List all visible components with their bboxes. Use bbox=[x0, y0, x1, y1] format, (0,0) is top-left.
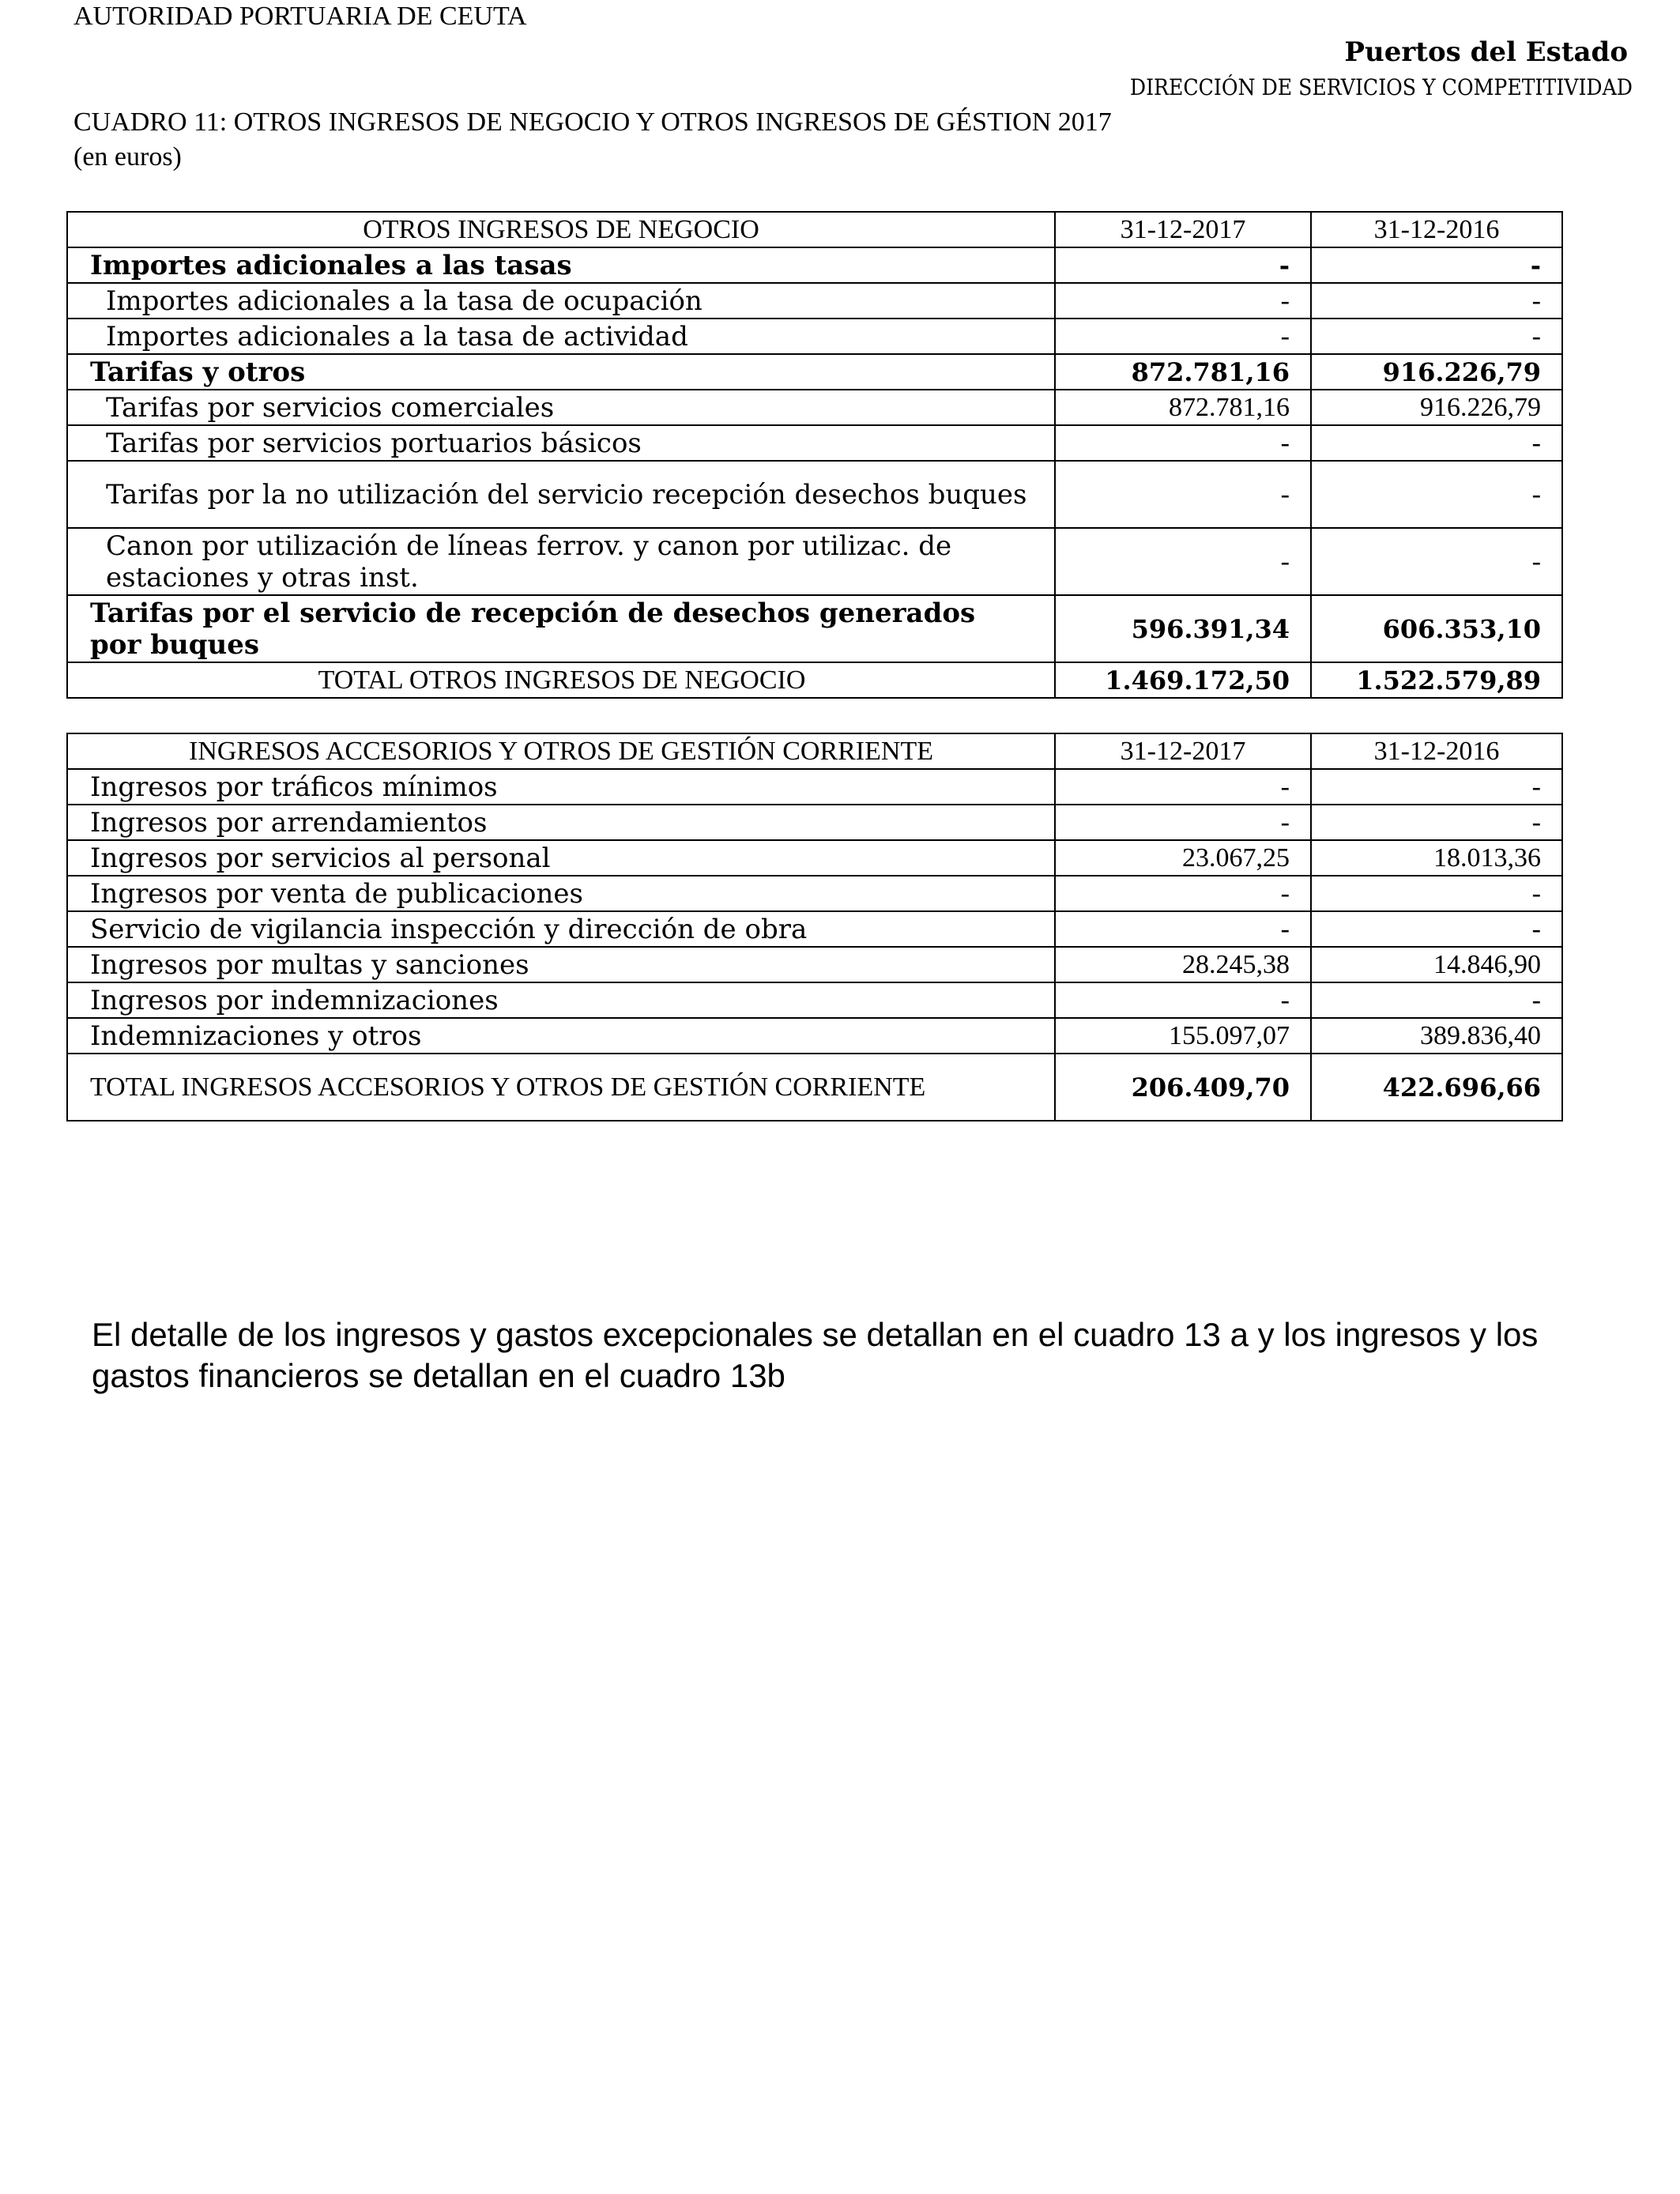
table-row bbox=[67, 876, 1562, 911]
total-label: TOTAL INGRESOS ACCESORIOS Y OTROS DE GESTIÓN CORRIENTE bbox=[67, 1054, 1055, 1121]
units-label: (en euros) bbox=[73, 142, 182, 172]
organization-name: AUTORIDAD PORTUARIA DE CEUTA bbox=[73, 2, 527, 31]
value-2017: - bbox=[1055, 319, 1311, 354]
table-row bbox=[67, 1018, 1562, 1054]
value-2017: 23.067,25 bbox=[1055, 840, 1311, 876]
value-2016: - bbox=[1311, 247, 1562, 283]
row-label: Ingresos por tráficos mínimos bbox=[67, 769, 1055, 805]
value-2016: - bbox=[1311, 425, 1562, 461]
ancillary-income-table bbox=[66, 733, 1563, 1122]
value-2017: - bbox=[1055, 982, 1311, 1018]
total-2016: 422.696,66 bbox=[1311, 1054, 1562, 1121]
value-2017: - bbox=[1055, 911, 1311, 947]
value-2016: - bbox=[1311, 283, 1562, 319]
value-2016: - bbox=[1311, 982, 1562, 1018]
column-header-concept: OTROS INGRESOS DE NEGOCIO bbox=[67, 212, 1055, 247]
row-label: Servicio de vigilancia inspección y dirección de obra bbox=[67, 911, 1055, 947]
table-total-row bbox=[67, 662, 1562, 698]
value-2017: - bbox=[1055, 769, 1311, 805]
value-2016: 916.226,79 bbox=[1311, 390, 1562, 425]
value-2016: - bbox=[1311, 876, 1562, 911]
table-row bbox=[67, 247, 1562, 283]
value-2017: 28.245,38 bbox=[1055, 947, 1311, 982]
document-title: CUADRO 11: OTROS INGRESOS DE NEGOCIO Y OTROS INGRESOS DE GÉSTION 2017 bbox=[73, 107, 1112, 137]
total-2017: 206.409,70 bbox=[1055, 1054, 1311, 1121]
value-2016: - bbox=[1311, 528, 1562, 595]
column-header-2016: 31-12-2016 bbox=[1311, 733, 1562, 769]
value-2017: - bbox=[1055, 425, 1311, 461]
row-label: Tarifas por servicios portuarios básicos bbox=[67, 425, 1055, 461]
value-2017: - bbox=[1055, 461, 1311, 528]
value-2017: - bbox=[1055, 528, 1311, 595]
table-row bbox=[67, 982, 1562, 1018]
row-label: Ingresos por servicios al personal bbox=[67, 840, 1055, 876]
row-label: Importes adicionales a las tasas bbox=[67, 247, 1055, 283]
row-label: Tarifas por la no utilización del servicio recepción desechos buques bbox=[67, 461, 1055, 528]
total-2017: 1.469.172,50 bbox=[1055, 662, 1311, 698]
table-row bbox=[67, 947, 1562, 982]
value-2017: - bbox=[1055, 805, 1311, 840]
row-label: Tarifas por el servicio de recepción de desechos generados por buques bbox=[67, 595, 1055, 662]
table-row bbox=[67, 319, 1562, 354]
value-2017: 872.781,16 bbox=[1055, 354, 1311, 390]
footnote: El detalle de los ingresos y gastos excepcionales se detallan en el cuadro 13 a y los ingresos y los gastos financieros se detallan en el cuadro 13b bbox=[92, 1316, 1539, 1394]
table-header-row bbox=[67, 212, 1562, 247]
value-2017: 872.781,16 bbox=[1055, 390, 1311, 425]
value-2016: 389.836,40 bbox=[1311, 1018, 1562, 1054]
table-total-row bbox=[67, 1054, 1562, 1121]
department-name: DIRECCIÓN DE SERVICIOS Y COMPETITIVIDAD bbox=[1129, 74, 1633, 100]
column-header-2017: 31-12-2017 bbox=[1055, 212, 1311, 247]
value-2016: - bbox=[1311, 769, 1562, 805]
table-header-row bbox=[67, 733, 1562, 769]
value-2016: 18.013,36 bbox=[1311, 840, 1562, 876]
row-label: Ingresos por indemnizaciones bbox=[67, 982, 1055, 1018]
table-row bbox=[67, 461, 1562, 528]
value-2017: - bbox=[1055, 876, 1311, 911]
row-label: Ingresos por arrendamientos bbox=[67, 805, 1055, 840]
table-row bbox=[67, 595, 1562, 662]
table-row bbox=[67, 354, 1562, 390]
column-header-2016: 31-12-2016 bbox=[1311, 212, 1562, 247]
table-row bbox=[67, 528, 1562, 595]
row-label: Tarifas y otros bbox=[67, 354, 1055, 390]
table-row bbox=[67, 911, 1562, 947]
row-label: Indemnizaciones y otros bbox=[67, 1018, 1055, 1054]
table-row bbox=[67, 390, 1562, 425]
value-2016: 916.226,79 bbox=[1311, 354, 1562, 390]
value-2016: - bbox=[1311, 805, 1562, 840]
value-2017: 155.097,07 bbox=[1055, 1018, 1311, 1054]
table-row bbox=[67, 425, 1562, 461]
row-label: Importes adicionales a la tasa de actividad bbox=[67, 319, 1055, 354]
value-2016: 14.846,90 bbox=[1311, 947, 1562, 982]
value-2016: 606.353,10 bbox=[1311, 595, 1562, 662]
row-label: Importes adicionales a la tasa de ocupación bbox=[67, 283, 1055, 319]
value-2016: - bbox=[1311, 461, 1562, 528]
table-row bbox=[67, 840, 1562, 876]
row-label: Tarifas por servicios comerciales bbox=[67, 390, 1055, 425]
total-2016: 1.522.579,89 bbox=[1311, 662, 1562, 698]
row-label: Ingresos por multas y sanciones bbox=[67, 947, 1055, 982]
total-label: TOTAL OTROS INGRESOS DE NEGOCIO bbox=[67, 662, 1055, 698]
row-label: Canon por utilización de líneas ferrov. y canon por utilizac. de estaciones y otras inst. bbox=[67, 528, 1055, 595]
agency-name: Puertos del Estado bbox=[1344, 36, 1628, 68]
value-2017: 596.391,34 bbox=[1055, 595, 1311, 662]
table-row bbox=[67, 769, 1562, 805]
column-header-concept: INGRESOS ACCESORIOS Y OTROS DE GESTIÓN CORRIENTE bbox=[67, 733, 1055, 769]
value-2016: - bbox=[1311, 911, 1562, 947]
column-header-2017: 31-12-2017 bbox=[1055, 733, 1311, 769]
value-2017: - bbox=[1055, 247, 1311, 283]
table-row bbox=[67, 805, 1562, 840]
row-label: Ingresos por venta de publicaciones bbox=[67, 876, 1055, 911]
table-row bbox=[67, 283, 1562, 319]
value-2016: - bbox=[1311, 319, 1562, 354]
other-business-income-table bbox=[66, 211, 1563, 699]
value-2017: - bbox=[1055, 283, 1311, 319]
